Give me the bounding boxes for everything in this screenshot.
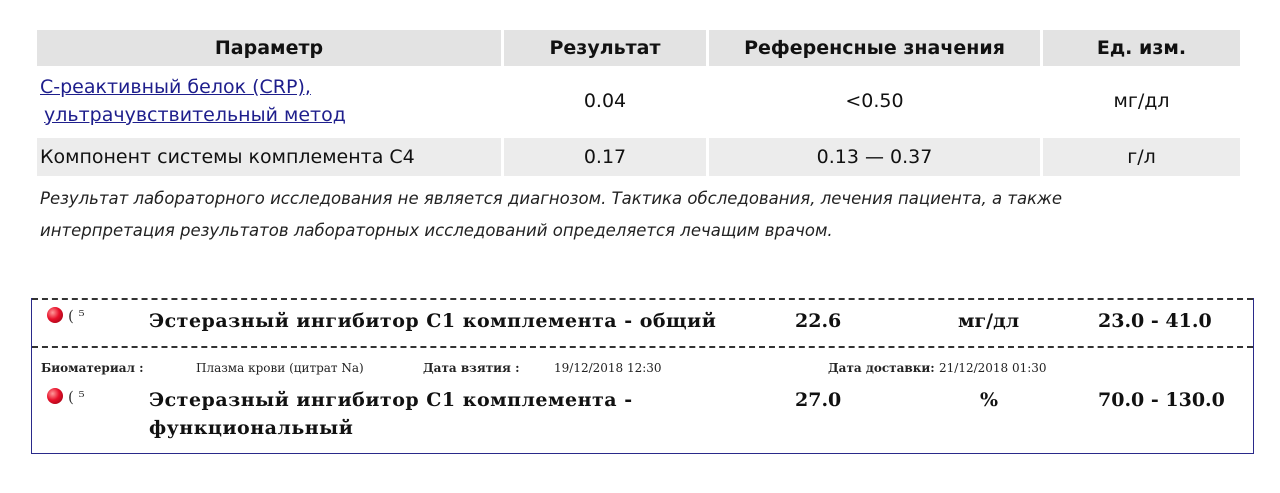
param-line1: С-реактивный белок (CRP), bbox=[40, 76, 311, 98]
unit-cell: мг/дл bbox=[1113, 90, 1170, 112]
delivery-date-value: 21/12/2018 01:30 bbox=[939, 361, 1047, 375]
taken-date-value: 19/12/2018 12:30 bbox=[554, 361, 662, 375]
dashed-divider bbox=[32, 298, 1253, 300]
param-cell bbox=[37, 70, 501, 132]
flag-dot-icon bbox=[47, 388, 63, 404]
result-cell: 0.04 bbox=[583, 90, 627, 112]
disclaimer-line2: интерпретация результатов лабораторных исследований определяется лечащим врачом. bbox=[40, 221, 833, 240]
test1-value: 22.6 bbox=[795, 310, 842, 332]
dashed-divider bbox=[32, 346, 1253, 348]
result-cell: 0.17 bbox=[504, 138, 706, 176]
test1-range: 23.0 - 41.0 bbox=[1098, 310, 1212, 332]
reference-cell: 0.13 — 0.37 bbox=[709, 138, 1040, 176]
table-header bbox=[37, 30, 1240, 66]
table-row bbox=[37, 70, 1240, 132]
crp-test-link[interactable] bbox=[40, 73, 346, 129]
test2-unit: % bbox=[980, 389, 999, 411]
biomaterial-value: Плазма крови (цитрат Na) bbox=[196, 361, 364, 375]
unit-cell: г/л bbox=[1043, 138, 1240, 176]
disclaimer-text bbox=[40, 183, 1240, 247]
header-reference: Референсные значения bbox=[709, 30, 1040, 66]
reference-cell: <0.50 bbox=[845, 90, 904, 112]
test1-name: Эстеразный ингибитор С1 комплемента - общий bbox=[149, 310, 717, 332]
header-parameter: Параметр bbox=[37, 30, 501, 66]
taken-date-label: Дата взятия : bbox=[423, 361, 520, 375]
test2-range: 70.0 - 130.0 bbox=[1098, 389, 1225, 411]
row-symbol: ( ⁵ bbox=[68, 388, 85, 406]
table-row bbox=[37, 138, 1240, 176]
test1-unit: мг/дл bbox=[958, 310, 1020, 332]
header-unit: Ед. изм. bbox=[1043, 30, 1240, 66]
lab-report-box bbox=[31, 298, 1254, 454]
header-result: Результат bbox=[504, 30, 706, 66]
row-symbol: ( ⁵ bbox=[68, 307, 85, 325]
biomaterial-label: Биоматериал : bbox=[41, 361, 144, 375]
param-line2: ультрачувствительный метод bbox=[44, 104, 346, 126]
test2-name-line1: Эстеразный ингибитор С1 комплемента - bbox=[149, 389, 633, 411]
test2-value: 27.0 bbox=[795, 389, 842, 411]
results-table bbox=[37, 30, 1240, 176]
test2-name-line2: функциональный bbox=[149, 417, 354, 439]
flag-dot-icon bbox=[47, 307, 63, 323]
delivery-date-label: Дата доставки: bbox=[828, 361, 935, 375]
disclaimer-line1: Результат лабораторного исследования не является диагнозом. Тактика обследования, лечения пациента, а также bbox=[40, 189, 1063, 208]
param-cell: Компонент системы комплемента С4 bbox=[37, 138, 501, 176]
